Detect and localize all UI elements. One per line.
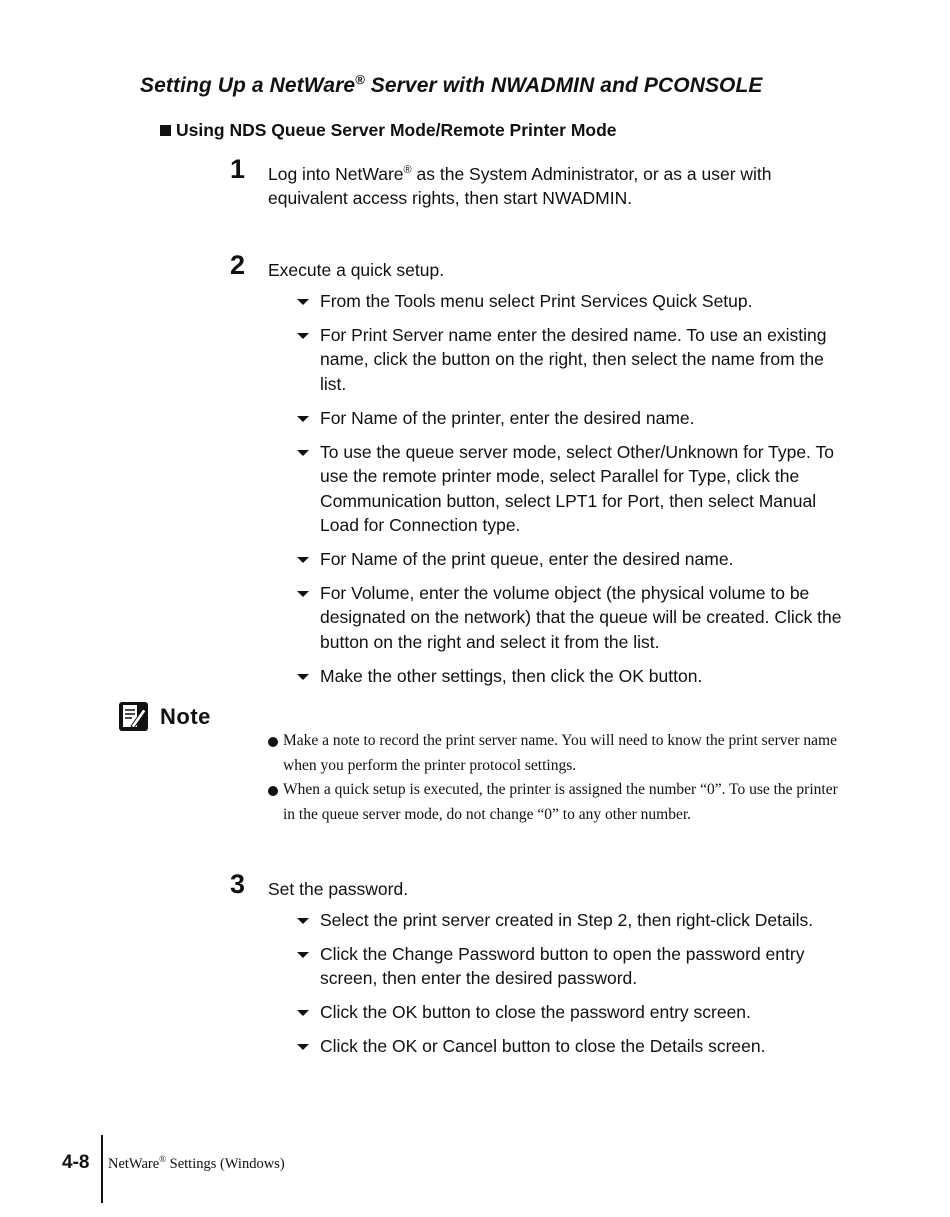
step-number: 2 (230, 250, 246, 280)
section-subheading: Using NDS Queue Server Mode/Remote Printer Mode (160, 120, 617, 141)
list-item: Click the OK button to close the password entry screen. (297, 1000, 845, 1024)
step-3-bullet-list (297, 908, 845, 1068)
note-item: Make a note to record the print server name. You will need to know the print server name when you perform the printer protocol settings. (268, 729, 843, 778)
step-number: 3 (230, 869, 246, 899)
page-title: Setting Up a NetWare® Server with NWADMIN and PCONSOLE (140, 72, 763, 97)
arrow-down-icon (297, 450, 309, 456)
arrow-down-icon (297, 918, 309, 924)
arrow-down-icon (297, 952, 309, 958)
page-number: 4-8 (62, 1152, 90, 1173)
note-list (268, 729, 843, 827)
list-item: For Name of the printer, enter the desired name. (297, 406, 845, 430)
arrow-down-icon (297, 591, 309, 597)
list-item: To use the queue server mode, select Other/Unknown for Type. To use the remote printer mode, select Parallel for Type, click the Communication button, select LPT1 for Port, then select Manual Load for Connection type. (297, 440, 845, 538)
note-icon (118, 701, 149, 732)
arrow-down-icon (297, 674, 309, 680)
step-2-bullet-list (297, 289, 845, 698)
list-item: Select the print server created in Step 2, then right-click Details. (297, 908, 845, 932)
step-number: 1 (230, 154, 246, 184)
note-heading (118, 701, 211, 732)
step-text: Set the password. (268, 879, 409, 899)
footer-divider (101, 1135, 103, 1203)
arrow-down-icon (297, 416, 309, 422)
list-item: For Name of the print queue, enter the desired name. (297, 547, 845, 571)
list-item: From the Tools menu select Print Services Quick Setup. (297, 289, 845, 313)
step-text: Execute a quick setup. (268, 260, 445, 280)
arrow-down-icon (297, 557, 309, 563)
arrow-down-icon (297, 333, 309, 339)
arrow-down-icon (297, 1044, 309, 1050)
arrow-down-icon (297, 1010, 309, 1016)
list-item: Click the OK or Cancel button to close the Details screen. (297, 1034, 845, 1058)
footer-section-title: NetWare® Settings (Windows) (108, 1154, 285, 1172)
square-bullet-icon (160, 125, 171, 136)
note-item: When a quick setup is executed, the printer is assigned the number “0”. To use the printer in the queue server mode, do not change “0” to any other number. (268, 778, 843, 827)
arrow-down-icon (297, 299, 309, 305)
list-item: Click the Change Password button to open the password entry screen, then enter the desired password. (297, 942, 845, 991)
bullet-dot-icon (268, 786, 278, 796)
list-item: For Print Server name enter the desired name. To use an existing name, click the button on the right, then select the name from the list. (297, 323, 845, 396)
bullet-dot-icon (268, 737, 278, 747)
list-item: For Volume, enter the volume object (the physical volume to be designated on the network) that the queue will be created. Click the button on the right and select it from the list. (297, 581, 845, 654)
note-label: Note (160, 703, 211, 729)
step-text: Log into NetWare® as the System Administrator, or as a user with equivalent access rights, then start NWADMIN. (268, 164, 772, 208)
list-item: Make the other settings, then click the OK button. (297, 664, 845, 688)
